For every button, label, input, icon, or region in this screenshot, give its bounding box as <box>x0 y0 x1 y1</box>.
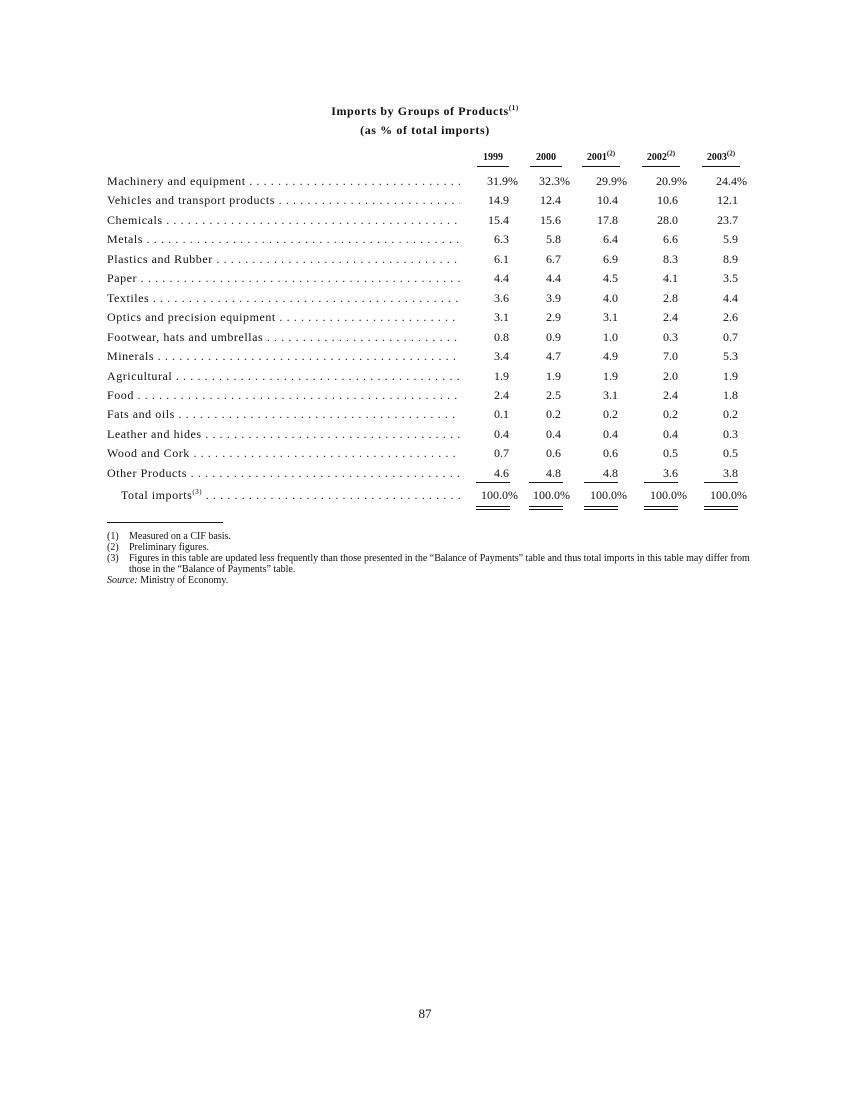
table-cell: 31.9% <box>487 174 518 188</box>
table-subtitle: (as % of total imports) <box>360 123 490 137</box>
table-cell: 4.5 <box>603 271 618 285</box>
table-cell: 5.8 <box>546 232 561 246</box>
total-double-rule <box>704 506 738 510</box>
total-cell: 100.0% <box>533 488 570 502</box>
total-label-text: Total imports <box>121 488 193 502</box>
footnote-1 <box>107 531 231 542</box>
table-cell: 6.9 <box>603 252 618 266</box>
table-cell: 0.4 <box>546 427 561 441</box>
table-cell: 1.0 <box>603 330 618 344</box>
table-row <box>107 407 757 425</box>
table-cell: 3.6 <box>663 466 678 480</box>
footnote-text: Preliminary figures. <box>129 542 209 553</box>
table-cell: 0.2 <box>546 407 561 421</box>
table-cell: 0.5 <box>723 446 738 460</box>
column-header-2002 <box>631 149 691 163</box>
table-cell: 6.7 <box>546 252 561 266</box>
table-title-text: Imports by Groups of Products <box>331 104 509 118</box>
table-cell: 15.4 <box>488 213 509 227</box>
table-cell: 0.2 <box>663 407 678 421</box>
footnote-2 <box>107 542 209 553</box>
subtotal-rule <box>529 482 563 483</box>
row-label: Optics and precision equipment . . . <box>107 310 460 325</box>
table-cell: 4.1 <box>663 271 678 285</box>
table-cell: 0.6 <box>603 446 618 460</box>
table-row <box>107 330 757 348</box>
table-cell: 8.9 <box>723 252 738 266</box>
column-header-1999 <box>463 152 523 163</box>
column-header-rule <box>477 166 509 167</box>
table-cell: 0.4 <box>603 427 618 441</box>
footnote-3 <box>107 553 769 575</box>
column-header-rule <box>530 166 562 167</box>
page-number: 87 <box>418 1006 432 1021</box>
table-cell: 12.4 <box>540 193 561 207</box>
table-cell: 0.4 <box>663 427 678 441</box>
column-year: 2001 <box>586 152 607 163</box>
table-cell: 2.8 <box>663 291 678 305</box>
footnote-number: (2) <box>107 542 119 553</box>
table-cell: 0.4 <box>494 427 509 441</box>
table-cell: 4.8 <box>546 466 561 480</box>
table-cell: 0.7 <box>494 446 509 460</box>
column-header-2001 <box>571 149 631 163</box>
row-label: Agricultural . . . <box>107 369 460 384</box>
table-row <box>107 427 757 445</box>
total-cell: 100.0% <box>481 488 518 502</box>
total-double-rule <box>529 506 563 510</box>
footnote-text: Figures in this table are updated less frequently than those presented in the “Balance of Payments” table and thus total imports in this table may differ from those in the “Balance of Payments” table. <box>129 553 750 575</box>
row-label: Textiles . . . <box>107 291 460 306</box>
footnote-number: (3) <box>107 553 119 564</box>
table-cell: 4.0 <box>603 291 618 305</box>
table-cell: 20.9% <box>656 174 687 188</box>
subtotal-rule <box>476 482 510 483</box>
table-row <box>107 252 757 270</box>
footnote-divider <box>107 522 223 523</box>
table-row <box>107 232 757 250</box>
column-header-rule <box>642 166 680 167</box>
table-cell: 1.8 <box>723 388 738 402</box>
source-text: Ministry of Economy. <box>140 575 229 586</box>
table-row <box>107 446 757 464</box>
row-label: Chemicals . . . <box>107 213 460 228</box>
table-cell: 12.1 <box>717 193 738 207</box>
column-header-rule <box>702 166 740 167</box>
row-label: Leather and hides . . . <box>107 427 460 442</box>
total-double-rule <box>584 506 618 510</box>
table-cell: 4.4 <box>494 271 509 285</box>
table-cell: 3.1 <box>603 310 618 324</box>
table-cell: 3.5 <box>723 271 738 285</box>
table-cell: 17.8 <box>597 213 618 227</box>
table-cell: 1.9 <box>723 369 738 383</box>
table-title <box>0 104 850 119</box>
total-double-rule <box>476 506 510 510</box>
table-cell: 0.3 <box>723 427 738 441</box>
table-cell: 6.6 <box>663 232 678 246</box>
table-cell: 2.4 <box>663 388 678 402</box>
footnote-number: (1) <box>107 531 119 542</box>
row-label: Vehicles and transport products . . . <box>107 193 460 208</box>
table-title-footnote-ref: (1) <box>508 104 519 112</box>
table-cell: 15.6 <box>540 213 561 227</box>
column-year: 2002 <box>646 152 667 163</box>
total-double-rule <box>644 506 678 510</box>
table-cell: 7.0 <box>663 349 678 363</box>
column-footnote-ref: (2) <box>606 149 616 158</box>
table-cell: 2.4 <box>663 310 678 324</box>
column-year: 2000 <box>536 152 556 163</box>
table-cell: 3.4 <box>494 349 509 363</box>
subtotal-rule <box>584 482 618 483</box>
table-cell: 29.9% <box>596 174 627 188</box>
table-cell: 2.9 <box>546 310 561 324</box>
table-cell: 4.7 <box>546 349 561 363</box>
table-row <box>107 291 757 309</box>
table-cell: 2.6 <box>723 310 738 324</box>
table-cell: 2.0 <box>663 369 678 383</box>
table-cell: 24.4% <box>716 174 747 188</box>
total-label <box>121 488 460 503</box>
table-row <box>107 388 757 406</box>
table-row <box>107 310 757 328</box>
row-label: Machinery and equipment . . . <box>107 174 460 189</box>
table-cell: 4.9 <box>603 349 618 363</box>
column-header-2003 <box>691 149 751 163</box>
table-cell: 4.4 <box>723 291 738 305</box>
table-row <box>107 193 757 211</box>
table-cell: 10.4 <box>597 193 618 207</box>
table-row <box>107 213 757 231</box>
row-label: Paper . . . <box>107 271 460 286</box>
table-row <box>107 174 757 192</box>
table-cell: 1.9 <box>494 369 509 383</box>
row-label: Other Products . . . <box>107 466 460 481</box>
column-footnote-ref: (2) <box>726 149 736 158</box>
column-footnote-ref: (2) <box>666 149 676 158</box>
table-cell: 8.3 <box>663 252 678 266</box>
row-label: Food . . . <box>107 388 460 403</box>
column-year: 1999 <box>483 152 503 163</box>
table-cell: 4.8 <box>603 466 618 480</box>
table-cell: 6.1 <box>494 252 509 266</box>
table-cell: 3.1 <box>494 310 509 324</box>
table-row <box>107 271 757 289</box>
row-label: Metals . . . <box>107 232 460 247</box>
table-cell: 4.4 <box>546 271 561 285</box>
row-label: Wood and Cork . . . <box>107 446 460 461</box>
table-cell: 6.4 <box>603 232 618 246</box>
table-cell: 0.8 <box>494 330 509 344</box>
table-cell: 0.2 <box>723 407 738 421</box>
table-cell: 3.6 <box>494 291 509 305</box>
total-cell: 100.0% <box>590 488 627 502</box>
table-cell: 0.2 <box>603 407 618 421</box>
table-cell: 2.4 <box>494 388 509 402</box>
subtotal-rule <box>704 482 738 483</box>
table-cell: 10.6 <box>657 193 678 207</box>
table-cell: 3.8 <box>723 466 738 480</box>
table-row <box>107 349 757 367</box>
total-cell: 100.0% <box>650 488 687 502</box>
total-cell: 100.0% <box>710 488 747 502</box>
table-cell: 6.3 <box>494 232 509 246</box>
table-row <box>107 369 757 387</box>
table-cell: 2.5 <box>546 388 561 402</box>
row-label: Footwear, hats and umbrellas . . . <box>107 330 460 345</box>
table-cell: 0.1 <box>494 407 509 421</box>
row-label: Minerals . . . <box>107 349 460 364</box>
footnote-text: Measured on a CIF basis. <box>129 531 231 542</box>
total-footnote-ref: (3) <box>192 488 203 496</box>
table-cell: 3.9 <box>546 291 561 305</box>
table-cell: 3.1 <box>603 388 618 402</box>
table-cell: 0.9 <box>546 330 561 344</box>
row-label: Plastics and Rubber . . . <box>107 252 460 267</box>
table-cell: 23.7 <box>717 213 738 227</box>
table-cell: 0.6 <box>546 446 561 460</box>
table-cell: 5.3 <box>723 349 738 363</box>
table-cell: 14.9 <box>488 193 509 207</box>
table-cell: 32.3% <box>539 174 570 188</box>
total-row <box>107 488 757 506</box>
table-cell: 0.7 <box>723 330 738 344</box>
table-cell: 0.5 <box>663 446 678 460</box>
table-cell: 1.9 <box>546 369 561 383</box>
table-cell: 4.6 <box>494 466 509 480</box>
table-cell: 28.0 <box>657 213 678 227</box>
column-header-rule <box>582 166 620 167</box>
source-note <box>107 575 228 586</box>
subtotal-rule <box>644 482 678 483</box>
row-label: Fats and oils . . . <box>107 407 460 422</box>
table-cell: 0.3 <box>663 330 678 344</box>
table-cell: 5.9 <box>723 232 738 246</box>
table-cell: 1.9 <box>603 369 618 383</box>
column-header-2000 <box>516 152 576 163</box>
column-year: 2003 <box>706 152 727 163</box>
source-label: Source: <box>107 575 138 586</box>
